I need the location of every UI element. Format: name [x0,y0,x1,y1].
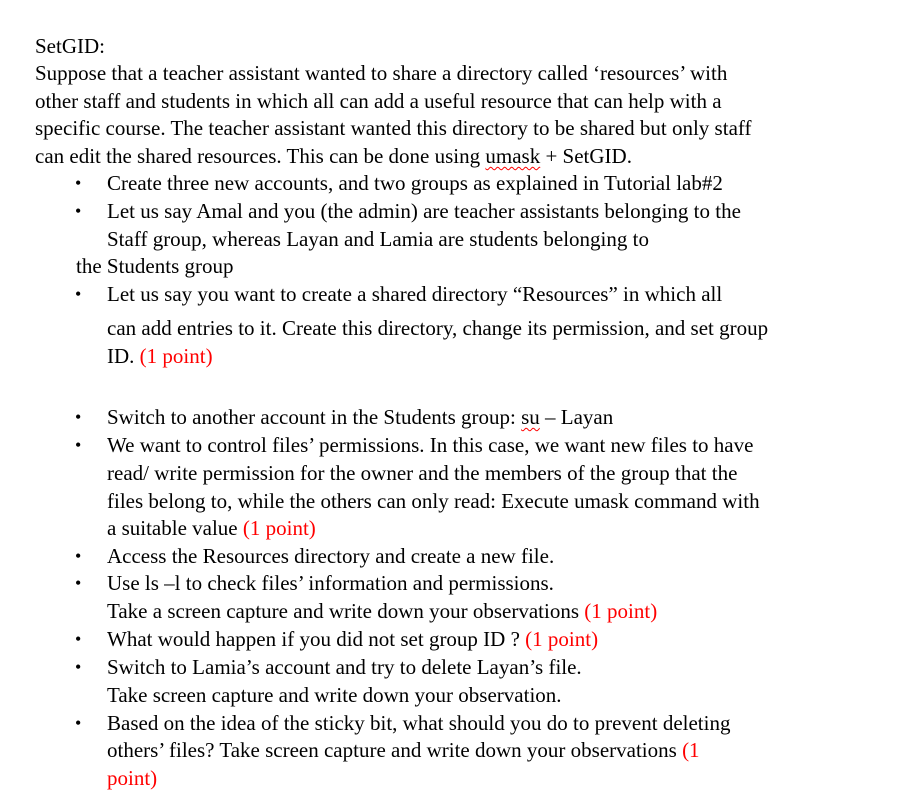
list-item-cont: Take screen capture and write down your observation. [107,683,562,707]
intro-line-4: can edit the shared resources. This can be done using umask + SetGID. [35,144,632,168]
list-item-cont: others’ files? Take screen capture and write down your observations (1 [107,738,700,762]
spellcheck-umask: umask [485,144,541,168]
list-item: Access the Resources directory and create a new file. [107,544,555,568]
points-label: (1 point) [525,627,599,651]
bullet-icon: • [75,573,82,593]
points-label: (1 point) [242,516,316,540]
bullet-icon: • [75,629,82,649]
section-heading: SetGID: [35,34,105,58]
list-item: Create three new accounts, and two groups as explained in Tutorial lab#2 [107,171,723,195]
list-item-cont: read/ write permission for the owner and the members of the group that the [107,461,738,485]
list-item-cont: Take a screen capture and write down your observations (1 point) [107,599,658,623]
list-item-cont: Staff group, whereas Layan and Lamia are students belonging to [107,227,649,251]
bullet-icon: • [75,284,82,304]
bullet-icon: • [75,546,82,566]
list-item: What would happen if you did not set group ID ? (1 point) [107,627,599,651]
list-item: Let us say you want to create a shared directory “Resources” in which all [107,282,723,306]
intro-line-1: Suppose that a teacher assistant wanted to share a directory called ‘resources’ with [35,61,728,85]
bullet-icon: • [75,713,82,733]
intro-line-2: other staff and students in which all can add a useful resource that can help with a [35,89,722,113]
bullet-icon: • [75,201,82,221]
bullet-icon: • [75,657,82,677]
points-label: (1 [682,738,700,762]
list-item-cont: ID. (1 point) [107,344,213,368]
intro-line-3: specific course. The teacher assistant wanted this directory to be shared but only staff [35,116,752,140]
list-item: Use ls –l to check files’ information and permissions. [107,571,554,595]
points-label: point) [107,766,158,790]
list-item-cont: a suitable value (1 point) [107,516,316,540]
points-label: (1 point) [584,599,658,623]
list-item: Based on the idea of the sticky bit, what should you do to prevent deleting [107,711,731,735]
list-item-cont: the Students group [76,254,234,278]
list-item: Switch to Lamia’s account and try to delete Layan’s file. [107,655,582,679]
list-item-cont: files belong to, while the others can only read: Execute umask command with [107,489,760,513]
bullet-icon: • [75,435,82,455]
bullet-icon: • [75,173,82,193]
list-item-cont: can add entries to it. Create this directory, change its permission, and set group [107,316,769,340]
list-item: Switch to another account in the Students group: su – Layan [107,405,614,429]
bullet-icon: • [75,407,82,427]
spellcheck-su: su [521,405,540,429]
points-label: (1 point) [139,344,213,368]
list-item: Let us say Amal and you (the admin) are teacher assistants belonging to the [107,199,741,223]
list-item: We want to control files’ permissions. In this case, we want new files to have [107,433,754,457]
